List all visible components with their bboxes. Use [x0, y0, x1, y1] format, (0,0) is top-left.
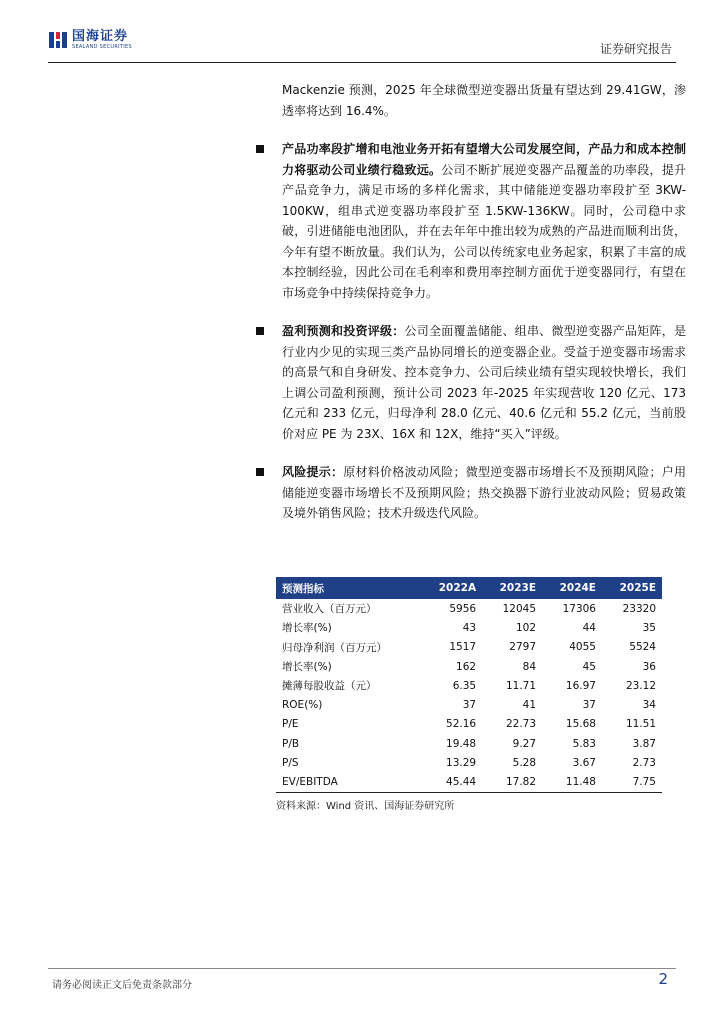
- table-cell: 1517: [449, 641, 477, 654]
- table-row: [276, 599, 662, 618]
- table-cell: 11.51: [625, 718, 656, 731]
- table-cell: 摊薄每股收益（元）: [282, 680, 377, 693]
- table-cell: 44: [582, 621, 596, 634]
- table-cell: 5.83: [572, 737, 596, 750]
- table-cell: 5956: [449, 602, 477, 615]
- footer-divider: [48, 968, 676, 969]
- table-cell: 37: [582, 699, 596, 712]
- body-content: [282, 80, 686, 524]
- table-cell: 43: [462, 621, 477, 634]
- table-cell: 7.75: [602, 773, 662, 793]
- table-cell: EV/EBITDA: [276, 773, 421, 793]
- table-cell: 35: [642, 621, 656, 634]
- sealand-logo-icon: [48, 30, 68, 50]
- table-cell: 45: [582, 660, 596, 673]
- table-cell: 3.87: [632, 737, 656, 750]
- table-cell: 12045: [502, 602, 537, 615]
- table-row: [276, 715, 662, 734]
- table-source-note: 资料来源：Wind 资讯、国海证券研究所: [276, 800, 455, 812]
- table-row: [276, 638, 662, 657]
- table-cell: 归母净利润（百万元）: [282, 641, 387, 654]
- table-cell: 3.67: [572, 757, 596, 770]
- table-row: [276, 676, 662, 695]
- intro-paragraph: Mackenzie 预测，2025 年全球微型逆变器出货量有望达到 29.41GW，渗透率将达到 16.4%。: [282, 83, 686, 118]
- table-row: [276, 734, 662, 753]
- bullet-product-expansion: [282, 139, 686, 303]
- table-cell: 52.16: [446, 718, 477, 731]
- table-cell: 2.73: [632, 757, 656, 770]
- table-cell: 11.71: [505, 679, 537, 692]
- footer-disclaimer: 请务必阅读正文后免责条款部分: [52, 980, 192, 991]
- table-cell: 102: [515, 621, 537, 634]
- table-row: [276, 695, 662, 714]
- table-header-cell: 预测指标: [282, 582, 324, 595]
- table-header-cell: 2025E: [619, 582, 656, 594]
- table-cell: 37: [462, 699, 477, 712]
- table-cell: 17306: [562, 602, 596, 615]
- table-cell: ROE(%): [282, 699, 323, 712]
- table-cell: 9.27: [512, 737, 537, 750]
- table-cell: 5524: [629, 641, 656, 654]
- table-cell: 22.73: [505, 718, 537, 731]
- table-cell: 17.82: [482, 773, 542, 793]
- table-cell: 11.48: [542, 773, 602, 793]
- bullet-body: 公司全面覆盖储能、组串、微型逆变器产品矩阵，是行业内少见的实现三类产品协同增长的逆变器企业。受益于逆变器市场需求的高景气和自身研发、控本竞争力、公司后续业绩有望实现较快增长，我们上调公司盈利预测，预计公司 2023 年-2025 年实现营收 120 亿元、173 亿元和 233 亿元，归母净利 28.0 亿元、40.6 亿元和 55.2 亿元，当前股价对应 PE 为 23X、16X 和 12X，维持“买入”评级。: [282, 324, 686, 441]
- table-cell: P/E: [282, 718, 299, 731]
- table-cell: 23320: [622, 602, 656, 615]
- bullet-body: 公司不断扩展逆变器产品覆盖的功率段，提升产品竞争力，满足市场的多样化需求，其中储能逆变器功率段扩至 3KW-100KW，组串式逆变器功率段扩至 1.5KW-136KW。同时，公司稳中求破，引进储能电池团队，并在去年年中推出较为成熟的产品进而顺利出货，今年有望不断放量。我们认为，公司以传统家电业务起家，积累了丰富的成本控制经验，因此公司在毛利率和费用率控制方面优于逆变器同行，有望在市场竞争中持续保持竞争力。: [282, 162, 686, 300]
- table-cell: P/B: [282, 737, 300, 750]
- brand-logo: [48, 30, 132, 50]
- bullet-square-icon: [256, 327, 264, 335]
- table-row: [276, 753, 662, 772]
- bullet-earnings-forecast: [282, 321, 686, 444]
- table-cell: 162: [456, 660, 477, 673]
- brand-name-en: SEALAND SECURITIES: [72, 44, 132, 50]
- table-header-cell: 2023E: [499, 582, 537, 594]
- table-cell: 84: [522, 660, 537, 673]
- page-header: [0, 0, 724, 60]
- forecast-table: [276, 577, 662, 793]
- forecast-table-section: [276, 577, 662, 812]
- table-header-row: [276, 577, 662, 599]
- table-cell: 4055: [569, 641, 596, 654]
- table-cell: 5.28: [512, 757, 537, 770]
- table-cell: 41: [522, 699, 537, 712]
- table-row: [276, 618, 662, 637]
- table-row: [276, 773, 662, 793]
- table-cell: 23.12: [625, 679, 656, 692]
- bullet-heading: 盈利预测和投资评级：: [282, 324, 405, 338]
- table-cell: 6.35: [452, 679, 477, 692]
- table-cell: 增长率(%): [282, 661, 332, 674]
- report-type-label: 证券研究报告: [599, 42, 672, 56]
- table-header-cell: 2022A: [438, 582, 477, 594]
- table-cell: 45.44: [421, 773, 482, 793]
- bullet-square-icon: [256, 468, 264, 476]
- table-cell: 36: [642, 660, 656, 673]
- header-divider: [48, 62, 676, 63]
- table-cell: 19.48: [446, 737, 477, 750]
- page-number: 2: [658, 970, 668, 988]
- table-cell: 34: [642, 699, 656, 712]
- bullet-risk-warning: [282, 462, 686, 524]
- table-cell: 营业收入（百万元）: [282, 603, 377, 616]
- table-header-cell: 2024E: [559, 582, 596, 594]
- table-cell: P/S: [282, 757, 299, 770]
- bullet-body: 原材料价格波动风险；微型逆变器市场增长不及预期风险；户用储能逆变器市场增长不及预期风险；热交换器下游行业波动风险；贸易政策及境外销售风险；技术升级迭代风险。: [282, 465, 686, 520]
- bullet-heading: 产品功率段扩增和电池业务开拓有望增大公司发展空间，产品力和成本控制力将驱动公司业绩行稳致远。: [282, 142, 686, 177]
- table-cell: 增长率(%): [282, 622, 332, 635]
- bullet-square-icon: [256, 145, 264, 153]
- table-row: [276, 657, 662, 676]
- bullet-heading: 风险提示：: [282, 465, 344, 479]
- table-cell: 16.97: [565, 679, 596, 692]
- table-cell: 13.29: [446, 757, 477, 770]
- table-cell: 15.68: [565, 718, 596, 731]
- table-cell: 2797: [509, 641, 537, 654]
- brand-name-cn: 国海证券: [72, 29, 129, 44]
